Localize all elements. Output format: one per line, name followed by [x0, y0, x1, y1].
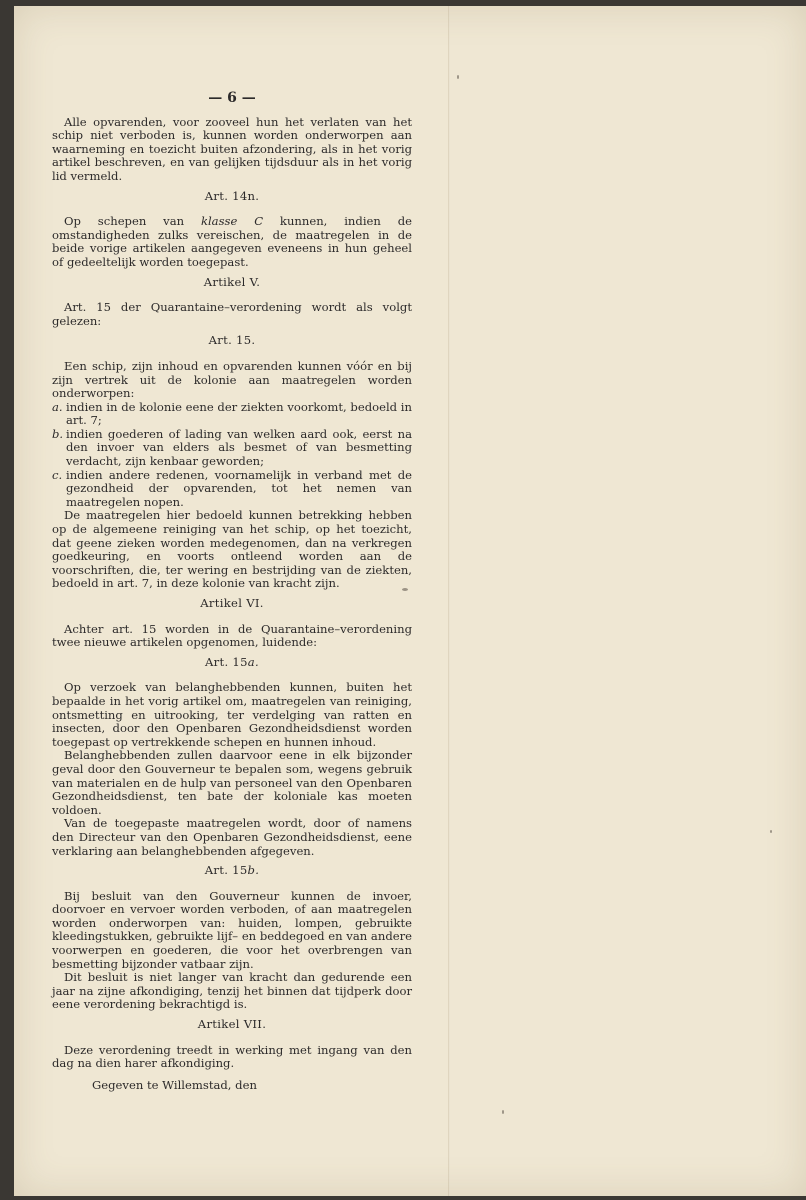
heading-prefix: Art. 15	[204, 654, 248, 669]
list-item-c	[52, 469, 412, 510]
artikel-v-paragraph: Art. 15 der Quarantaine–verordening wordt als volgt gelezen:	[52, 300, 412, 328]
list-item-a	[52, 401, 412, 428]
signature-line: Gegeven te Willemstad, den	[92, 1077, 257, 1092]
heading-suffix: b.	[247, 863, 260, 878]
art-14n-emphasis: klasse C	[200, 214, 264, 229]
scan-border-bottom	[0, 1196, 806, 1200]
art-14n-paragraph	[52, 215, 412, 269]
heading-artikel-vi: Artikel VI.	[200, 596, 264, 610]
heading-art-15: Art. 15.	[208, 333, 256, 348]
heading-art-15a	[52, 656, 412, 670]
art-15b-paragraph-1: Bij besluit van den Gouverneur kunnen de invoer, doorvoer en vervoer worden verboden, of aan maatregelen worden onderworpen van: huiden, lompen, gebruikte kleedingstukken, gebruikte lijf– en beddegoed en van andere voorwerpen en goederen, die voor het overbrengen van besmetting bijzonder vatbaar zijn.	[52, 888, 412, 971]
art-15-intro: Een schip, zijn inhoud en opvarenden kunnen vóór en bij zijn vertrek uit de kolonie aan maatregelen worden onderworpen:	[52, 358, 412, 401]
heading-artikel-vii: Artikel VII.	[197, 1017, 267, 1032]
list-text: indien in de kolonie eene der ziekten voorkomt, bedoeld in art. 7;	[66, 399, 412, 428]
art-15a-paragraph-2: Belanghebbenden zullen daarvoor eene in elk bijzonder geval door den Gouverneur te bepalen som, wegens gebruik van materialen en de hulp van personeel van den Openbaren Gezondheidsdienst, ten bate der koloniale kas moeten voldoen.	[52, 748, 412, 817]
paper-speck	[770, 830, 772, 833]
list-text: indien goederen of lading van welken aard ook, eerst na den invoer van elders als besmet of van besmetting verdacht, zijn kenbaar geworden;	[66, 426, 412, 469]
art-15b-paragraph-2: Dit besluit is niet langer van kracht dan gedurende een jaar na zijne afkondiging, tenzij het binnen dat tijdperk door eene verordening bekrachtigd is.	[52, 970, 412, 1012]
art-15a-paragraph-1: Op verzoek van belanghebbenden kunnen, buiten het bepaalde in het vorig artikel om, maatregelen van reiniging, ontsmetting en uitrooking, ter verdelging van ratten en insecten, door den Openbaren Gezondheidsdienst worden toegepast op vertrekkende schepen en hunnen inhoud.	[52, 680, 412, 749]
paper-speck	[502, 1110, 504, 1114]
list-text: indien andere redenen, voornamelijk in verband met de gezondheid der opvarenden, tot het nemen van maatregelen nopen.	[66, 467, 412, 509]
text-column	[52, 92, 412, 1092]
heading-artikel-v: Artikel V.	[203, 274, 261, 289]
heading-art-14n: Art. 14n.	[204, 188, 260, 203]
art-15-closing: De maatregelen hier bedoeld kunnen betrekking hebben op de algemeene reiniging van het schip, op het toezicht, dat geene zieken worden medegenomen, dan na verkregen goedkeuring, en voorts ontleend worden aan de voorschriften, die, ter wering en bestrijding van de ziekten, bedoeld in art. 7, in deze kolonie van kracht zijn.	[52, 508, 412, 591]
list-item-b	[52, 428, 412, 469]
heading-suffix: a.	[247, 654, 259, 669]
page-number: — 6 —	[208, 90, 256, 106]
list-label: a.	[52, 399, 63, 414]
art-14n-text-end: kunnen, indien de omstandigheden zulks vereischen, de maatregelen in de beide vorige artikelen aangegeven eveneens in hun geheel of gedeeltelijk worden toegepast.	[52, 214, 412, 269]
artikel-vii-paragraph: Deze verordening treedt in werking met ingang van den dag na dien harer afkondiging.	[52, 1042, 412, 1071]
list-label: b.	[52, 426, 64, 441]
heading-art-15b	[52, 864, 412, 878]
artikel-vi-paragraph: Achter art. 15 worden in de Quarantaine–verordening twee nieuwe artikelen opgenomen, luidende:	[52, 621, 412, 650]
paper-speck	[457, 75, 459, 79]
scan-border-left	[0, 0, 14, 1200]
page-fold	[448, 6, 450, 1196]
list-label: c.	[52, 467, 63, 482]
intro-paragraph: Alle opvarenden, voor zooveel hun het verlaten van het schip niet verboden is, kunnen worden onderworpen aan waarneming en toezicht buiten afzondering, als in het vorig artikel beschreven, en van gelijken tijdsduur als in het vorig lid vermeld.	[52, 114, 412, 183]
heading-prefix: Art. 15	[204, 863, 248, 878]
art-14n-text-start: Op schepen van	[64, 214, 201, 229]
art-15a-paragraph-3: Van de toegepaste maatregelen wordt, door of namens den Directeur van den Openbaren Gezondheidsdienst, eene verklaring aan belanghebbenden afgegeven.	[52, 816, 412, 858]
